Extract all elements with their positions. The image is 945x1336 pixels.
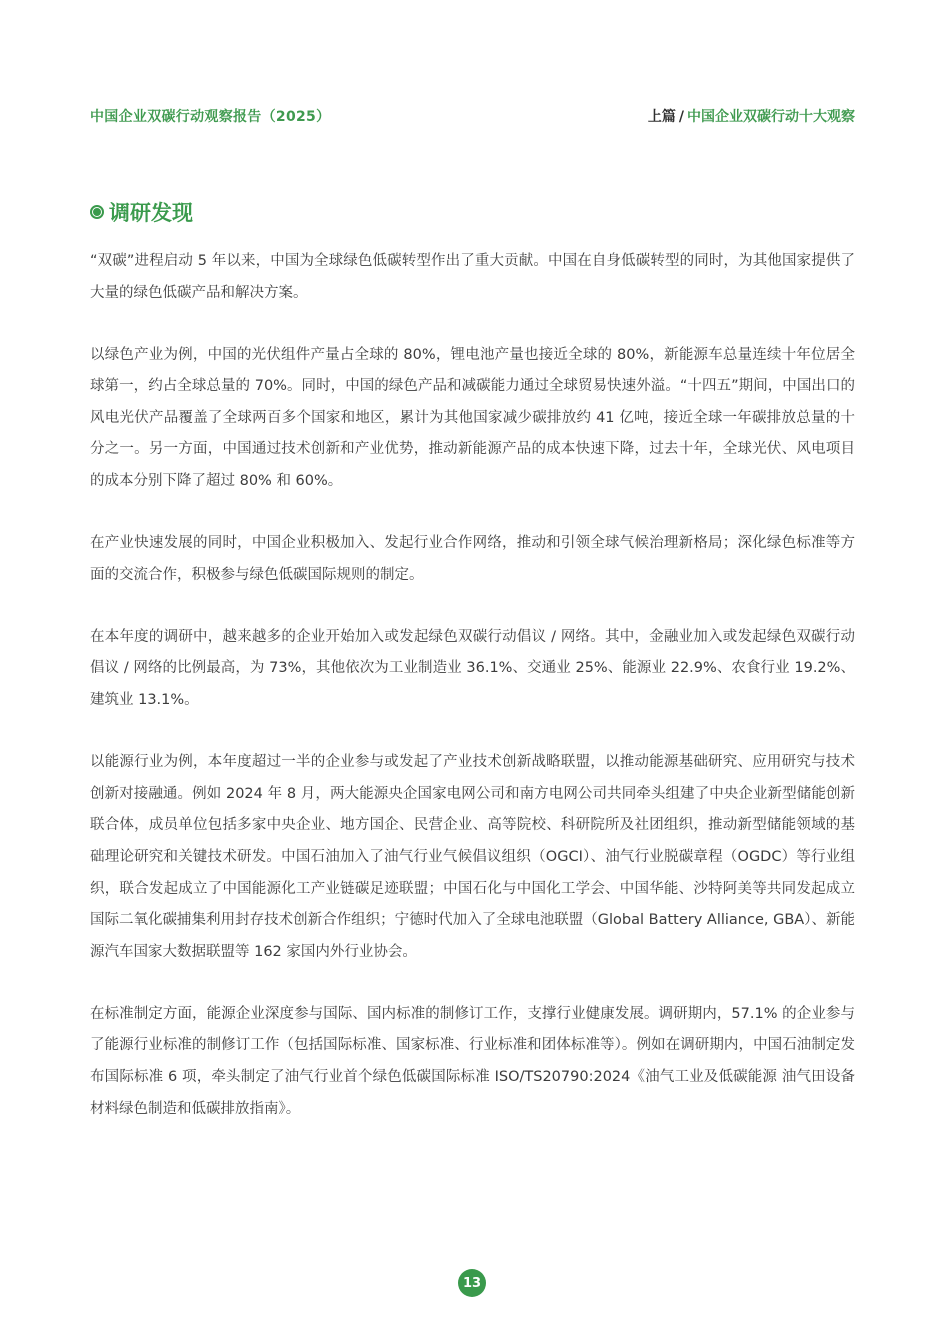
- bullet-circle-icon: [90, 205, 104, 219]
- chapter-breadcrumb: [648, 106, 855, 126]
- paragraph: 以能源行业为例，本年度超过一半的企业参与或发起了产业技术创新战略联盟，以推动能源基础研究、应用研究与技术创新对接融通。例如 2024 年 8 月，两大能源央企国家电网公司和南方电网公司共同牵头组建了中央企业新型储能创新联合体，成员单位包括多家中央企业、地方国企、民营企业、高等院校、科研院所及社团组织，推动新型储能领域的基础理论研究和关键技术研发。中国石油加入了油气行业气候倡议组织（OGCI）、油气行业脱碳章程（OGDC）等行业组织，联合发起成立了中国能源化工产业链碳足迹联盟；中国石化与中国化工学会、中国华能、沙特阿美等共同发起成立国际二氧化碳捕集利用封存技术创新合作组织；宁德时代加入了全球电池联盟（Global Battery Alliance, GBA）、新能源汽车国家大数据联盟等 162 家国内外行业协会。: [90, 754, 855, 960]
- report-title: 中国企业双碳行动观察报告（2025）: [90, 109, 331, 125]
- chapter-title: 中国企业双碳行动十大观察: [687, 109, 855, 125]
- body-text: [90, 246, 855, 1156]
- section-heading: [90, 197, 193, 227]
- paragraph: 在标准制定方面，能源企业深度参与国际、国内标准的制修订工作，支撑行业健康发展。调研期内，57.1% 的企业参与了能源行业标准的制修订工作（包括国际标准、国家标准、行业标准和团体标准等）。例如在调研期内，中国石油制定发布国际标准 6 项，牵头制定了油气行业首个绿色低碳国际标准 ISO/TS20790:2024《油气工业及低碳能源 油气田设备材料绿色制造和低碳排放指南》。: [90, 1005, 855, 1117]
- paragraph: 以绿色产业为例，中国的光伏组件产量占全球的 80%，锂电池产量也接近全球的 80%，新能源车总量连续十年位居全球第一，约占全球总量的 70%。同时，中国的绿色产品和减碳能力通过全球贸易快速外溢。“十四五”期间，中国出口的风电光伏产品覆盖了全球两百多个国家和地区，累计为其他国家减少碳排放约 41 亿吨，接近全球一年碳排放总量的十分之一。另一方面，中国通过技术创新和产业优势，推动新能源产品的成本快速下降，过去十年，全球光伏、风电项目的成本分别下降了超过 80% 和 60%。: [90, 346, 855, 490]
- paragraph: 在本年度的调研中，越来越多的企业开始加入或发起绿色双碳行动倡议 / 网络。其中，金融业加入或发起绿色双碳行动倡议 / 网络的比例最高，为 73%，其他依次为工业制造业 36.1%、交通业 25%、能源业 22.9%、农食行业 19.2%、建筑业 13.1%。: [90, 628, 855, 709]
- chapter-part: 上篇: [647, 109, 676, 125]
- page-number-badge: 13: [458, 1269, 486, 1297]
- breadcrumb-separator: /: [678, 109, 684, 125]
- paragraph: “双碳”进程启动 5 年以来，中国为全球绿色低碳转型作出了重大贡献。中国在自身低碳转型的同时，为其他国家提供了大量的绿色低碳产品和解决方案。: [90, 253, 855, 301]
- section-title-text: 调研发现: [109, 201, 193, 225]
- paragraph: 在产业快速发展的同时，中国企业积极加入、发起行业合作网络，推动和引领全球气候治理新格局；深化绿色标准等方面的交流合作，积极参与绿色低碳国际规则的制定。: [90, 535, 855, 583]
